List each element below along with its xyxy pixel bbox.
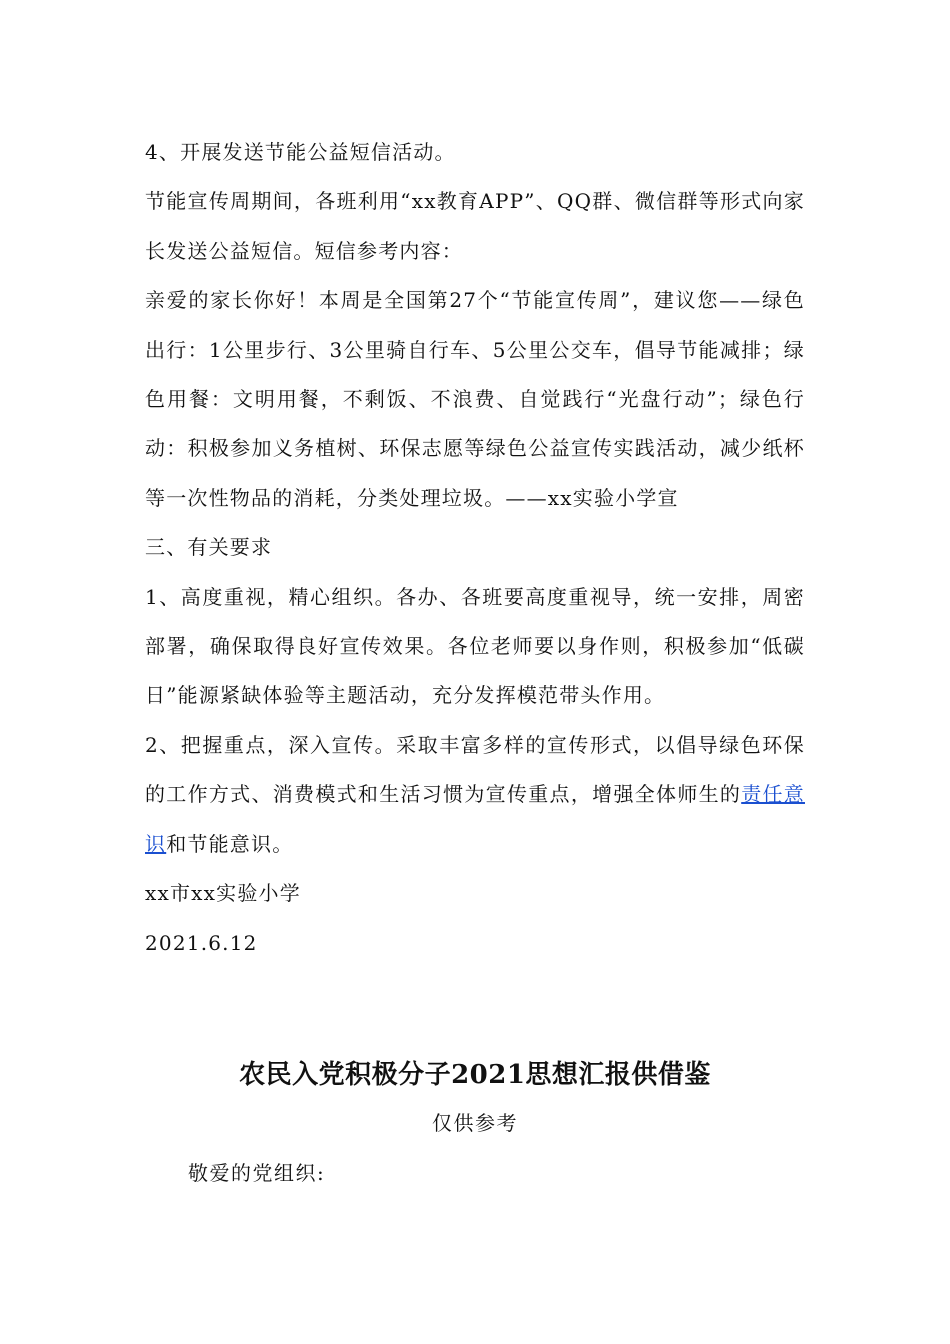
requirements-heading: 三、有关要求 <box>145 535 273 560</box>
signature-date: 2021.6.12 <box>145 930 258 955</box>
salutation: 敬爱的党组织: <box>188 1161 326 1185</box>
requirement-2-text: 2、把握重点，深入宣传。采取丰富多样的宣传形式，以倡导绿色环保的工作方式、消费模式和生活习惯为宣传重点，增强全体师生的 <box>145 732 805 807</box>
requirement-2-text-end: 和节能意识。 <box>166 831 294 856</box>
next-document-title: 农民入党积极分子2021思想汇报供借鉴 <box>239 1060 711 1090</box>
sms-content-paragraph: 亲爱的家长你好！本周是全国第27个“节能宣传周”，建议您——绿色出行：1公里步行、3公里骑自行车、5公里公交车，倡导节能减排；绿色用餐：文明用餐，不剩饭、不浪费、自觉践行“光盘行动”；绿色行动：积极参加义务植树、环保志愿等绿色公益宣传实践活动，减少纸杯等一次性物品的消耗，分类处理垃圾。——xx实验小学宣 <box>145 288 805 510</box>
signature-org: xx市xx实验小学 <box>145 881 301 906</box>
responsibility-awareness-link[interactable]: 责任意识 <box>145 782 805 856</box>
requirement-2-paragraph <box>145 721 805 869</box>
item4-heading: 4、开展发送节能公益短信活动。 <box>145 140 456 164</box>
next-document-subtitle: 仅供参考 <box>432 1111 518 1135</box>
requirement-1-paragraph: 1、高度重视，精心组织。各办、各班要高度重视导，统一安排，周密部署，确保取得良好宣传效果。各位老师要以身作则，积极参加“低碳日”能源紧缺体验等主题活动，充分发挥模范带头作用。 <box>145 584 805 708</box>
item4-paragraph: 节能宣传周期间，各班利用“xx教育APP”、QQ群、微信群等形式向家长发送公益短信。短信参考内容： <box>145 189 805 263</box>
document-body <box>145 128 805 968</box>
